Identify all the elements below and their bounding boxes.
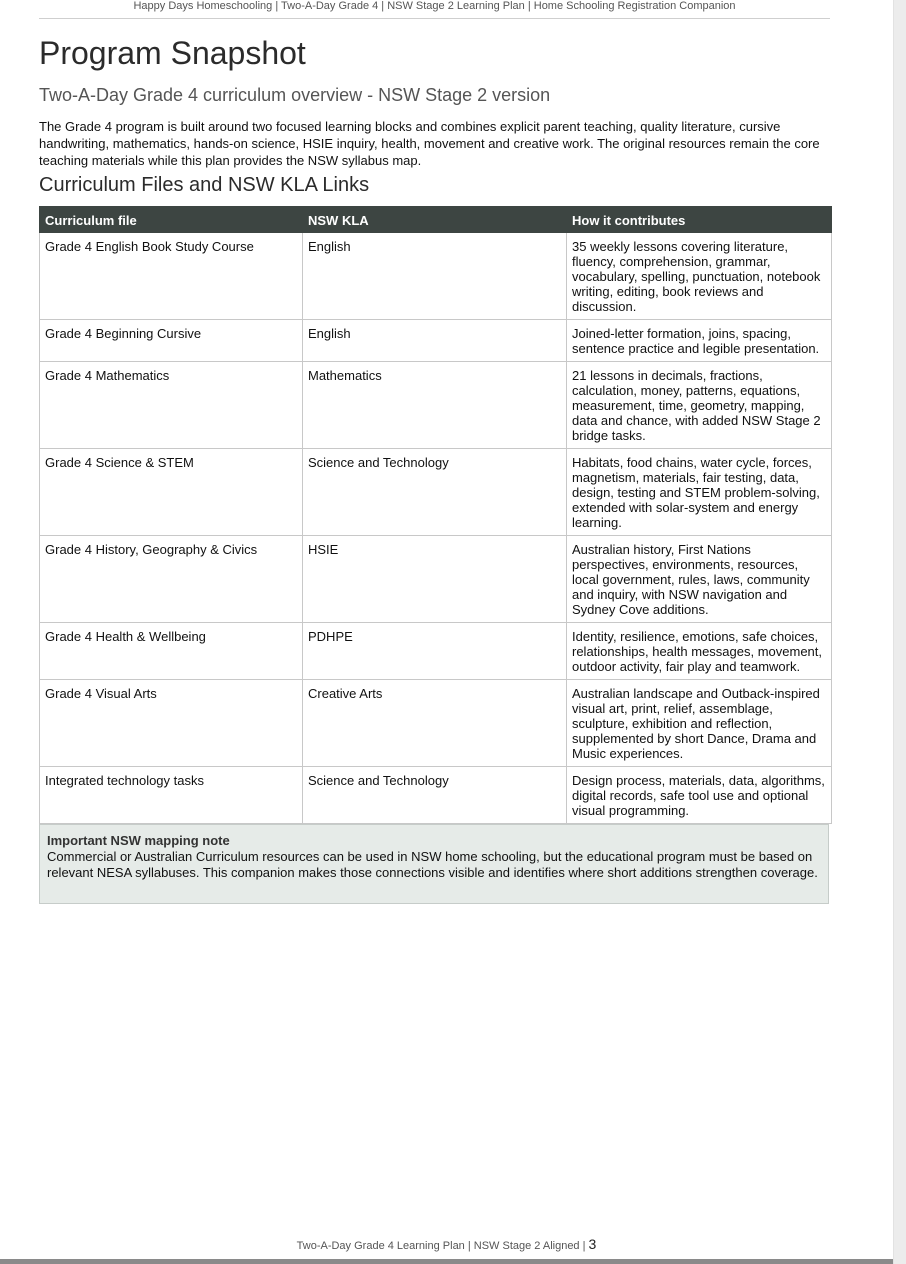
mapping-note-callout xyxy=(39,824,829,904)
page-scrollbar[interactable] xyxy=(893,0,906,1264)
table-row xyxy=(40,233,832,320)
footer-text: Two-A-Day Grade 4 Learning Plan | NSW Stage 2 Aligned | xyxy=(296,1240,589,1252)
intro-paragraph: The Grade 4 program is built around two focused learning blocks and combines explicit parent teaching, quality literature, cursive handwriting, mathematics, hands-on science, HSIE inquiry, health, movement and creative work. The original resources remain the core teaching materials while this plan provides the NSW syllabus map. xyxy=(39,119,820,168)
page-title: Program Snapshot xyxy=(39,35,306,71)
cell-file: Grade 4 Science & STEM xyxy=(40,449,303,536)
cell-kla: HSIE xyxy=(303,536,567,623)
column-header-kla: NSW KLA xyxy=(303,207,567,233)
curriculum-table xyxy=(39,206,832,824)
cell-file: Grade 4 English Book Study Course xyxy=(40,233,303,320)
running-header: Happy Days Homeschooling | Two-A-Day Grade 4 | NSW Stage 2 Learning Plan | Home Schooling Registration Companion xyxy=(39,0,830,19)
cell-kla: PDHPE xyxy=(303,623,567,680)
cell-kla: English xyxy=(303,233,567,320)
column-header-contribution: How it contributes xyxy=(567,207,832,233)
note-body: Commercial or Australian Curriculum resources can be used in NSW home schooling, but the educational program must be based on relevant NESA syllabuses. This companion makes those connections visible and identifies where short additions strengthen coverage. xyxy=(47,849,818,880)
page-subtitle: Two-A-Day Grade 4 curriculum overview - NSW Stage 2 version xyxy=(39,85,551,105)
page-number: 3 xyxy=(588,1236,597,1252)
cell-file: Grade 4 Visual Arts xyxy=(40,680,303,767)
cell-kla: English xyxy=(303,320,567,362)
column-header-file: Curriculum file xyxy=(40,207,303,233)
note-title: Important NSW mapping note xyxy=(47,833,230,848)
table-row xyxy=(40,623,832,680)
table-row xyxy=(40,536,832,623)
page-bottom-edge xyxy=(0,1259,893,1264)
cell-file: Grade 4 Mathematics xyxy=(40,362,303,449)
cell-file: Grade 4 Health & Wellbeing xyxy=(40,623,303,680)
table-row xyxy=(40,680,832,767)
table-row xyxy=(40,362,832,449)
cell-contribution: Identity, resilience, emotions, safe choices, relationships, health messages, movement, outdoor activity, fair play and teamwork. xyxy=(567,623,832,680)
cell-kla: Mathematics xyxy=(303,362,567,449)
running-footer xyxy=(0,1236,893,1254)
cell-file: Integrated technology tasks xyxy=(40,767,303,824)
cell-contribution: Joined-letter formation, joins, spacing, sentence practice and legible presentation. xyxy=(567,320,832,362)
table-row xyxy=(40,767,832,824)
table-row xyxy=(40,449,832,536)
table-header-row xyxy=(40,207,832,233)
cell-contribution: Australian landscape and Outback-inspired visual art, print, relief, assemblage, sculpture, exhibition and reflection, supplemented by short Dance, Drama and Music experiences. xyxy=(567,680,832,767)
table-row xyxy=(40,320,832,362)
cell-kla: Science and Technology xyxy=(303,767,567,824)
cell-contribution: 35 weekly lessons covering literature, fluency, comprehension, grammar, vocabulary, spelling, punctuation, notebook writing, editing, book reviews and discussion. xyxy=(567,233,832,320)
cell-contribution: Design process, materials, data, algorithms, digital records, safe tool use and optional visual programming. xyxy=(567,767,832,824)
cell-contribution: Australian history, First Nations perspectives, environments, resources, local government, rules, laws, community and inquiry, with NSW navigation and Sydney Cove additions. xyxy=(567,536,832,623)
section-heading: Curriculum Files and NSW KLA Links xyxy=(39,174,370,196)
cell-contribution: 21 lessons in decimals, fractions, calculation, money, patterns, equations, measurement, time, geometry, mapping, data and chance, with added NSW Stage 2 bridge tasks. xyxy=(567,362,832,449)
cell-file: Grade 4 Beginning Cursive xyxy=(40,320,303,362)
cell-kla: Science and Technology xyxy=(303,449,567,536)
cell-file: Grade 4 History, Geography & Civics xyxy=(40,536,303,623)
cell-kla: Creative Arts xyxy=(303,680,567,767)
cell-contribution: Habitats, food chains, water cycle, forces, magnetism, materials, fair testing, data, design, testing and STEM problem-solving, extended with solar-system and energy learning. xyxy=(567,449,832,536)
